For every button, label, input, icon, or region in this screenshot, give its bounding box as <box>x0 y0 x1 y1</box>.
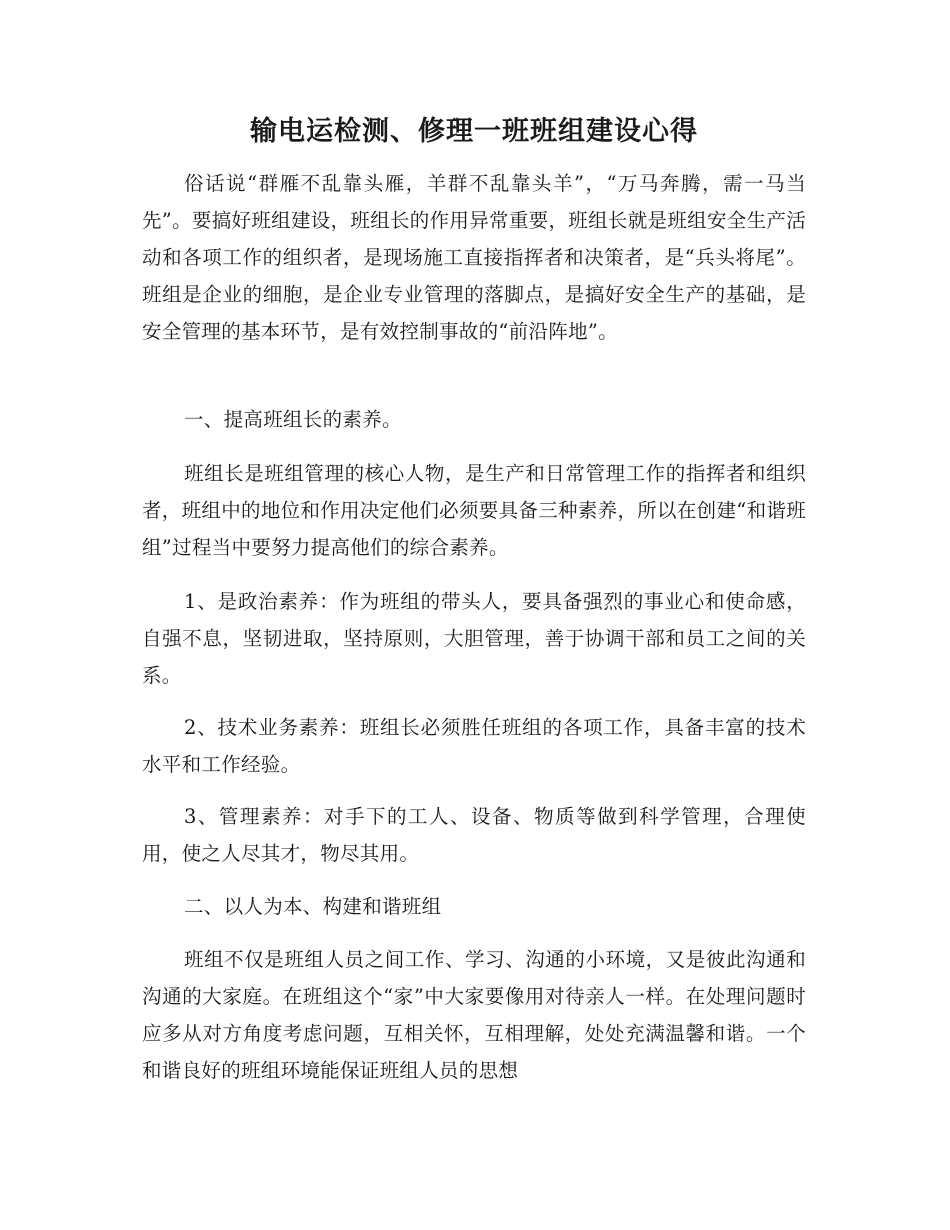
document-title: 输电运检测、修理一班班组建设心得 <box>250 116 698 147</box>
paragraph-section-two: 班组不仅是班组人员之间工作、学习、沟通的小环境，又是彼此沟通和沟通的大家庭。在班组这个“家”中大家要像用对待亲人一样。在处理问题时应多从对方角度考虑问题，互相关怀，互相理解，处处充满温馨和谐。一个和谐良好的班组环境能保证班组人员的思想 <box>142 948 806 1082</box>
paragraph-item-3: 3、管理素养：对手下的工人、设备、物质等做到科学管理，合理使用，使之人尽其才，物尽其用。 <box>142 805 806 865</box>
paragraph-intro: 俗话说“群雁不乱靠头雁，羊群不乱靠头羊”，“万马奔腾，需一马当先”。要搞好班组建设，班组长的作用异常重要，班组长就是班组安全生产活动和各项工作的组织者，是现场施工直接指挥者和决策者，是“兵头将尾”。班组是企业的细胞，是企业专业管理的落脚点，是搞好安全生产的基础，是安全管理的基本环节，是有效控制事故的“前沿阵地”。 <box>142 172 806 343</box>
section-heading-two: 二、以人为本、构建和谐班组 <box>184 895 442 918</box>
paragraph-item-1: 1、是政治素养：作为班组的带头人，要具备强烈的事业心和使命感，自强不息，坚韧进取，坚持原则，大胆管理，善于协调干部和员工之间的关系。 <box>142 590 806 687</box>
paragraph-item-2: 2、技术业务素养：班组长必须胜任班组的各项工作，具备丰富的技术水平和工作经验。 <box>142 716 806 776</box>
paragraph-section-one: 班组长是班组管理的核心人物，是生产和日常管理工作的指挥者和组织者，班组中的地位和作用决定他们必须要具备三种素养，所以在创建“和谐班组”过程当中要努力提高他们的综合素养。 <box>142 462 806 559</box>
section-heading-one: 一、提高班组长的素养。 <box>184 408 402 431</box>
